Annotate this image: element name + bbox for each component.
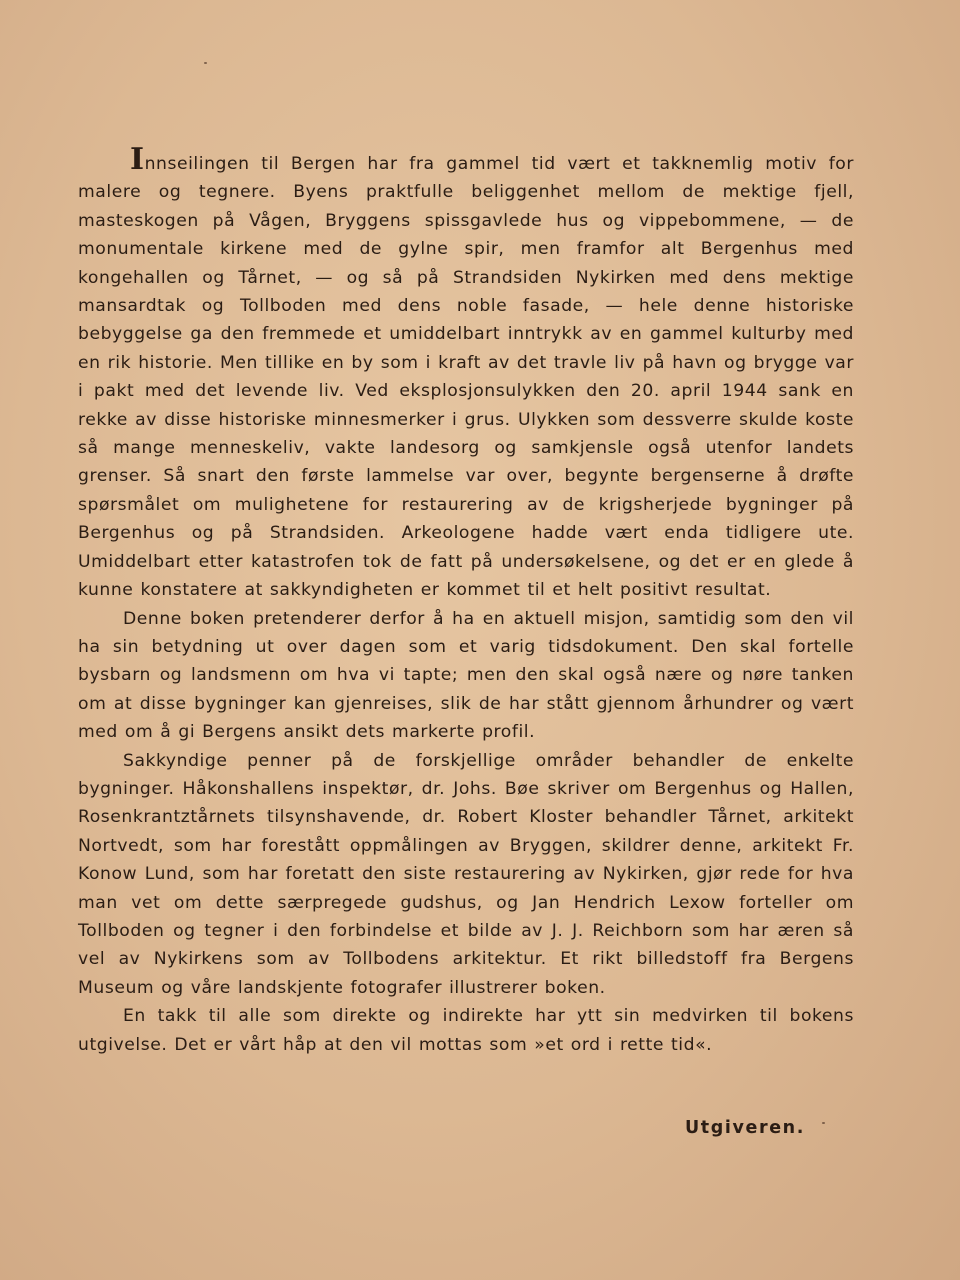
paragraph-3: Sakkyndige penner på de forskjellige områder behandler de enkelte bygninger. Håkonshallens inspektør, dr. Johs. Bøe skriver om Bergenhus og Hallen, Rosenkrantztårnets tilsynshavende, dr. Robert Kloster behandler Tårnet, arkitekt Nortvedt, som har forestått oppmålingen av Bryggen, skildrer denne, arkitekt Fr. Konow Lund, som har foretatt den siste restaurering av Nykirken, gjør rede for hva man vet om dette særpregede gudshus, og Jan Hendrich Lexow forteller om Tollboden og tegner i den forbindelse et bilde av J. J. Reichborn som har æren så vel av Nykirkens som av Tollbodens arkitektur. Et rikt billedstoff fra Bergens Museum og våre landskjente fotografer illustrerer boken. <box>78 750 854 998</box>
preface-text <box>78 142 854 1059</box>
paragraph-4: En takk til alle som direkte og indirekte har ytt sin medvirken til bokens utgivelse. Det er vårt håp at den vil mottas som »et ord i rette tid«. <box>78 1006 854 1055</box>
drop-cap: I <box>130 142 145 177</box>
paper-speck <box>204 62 207 64</box>
paragraph-1 <box>78 142 854 605</box>
signature: Utgiveren. <box>685 1118 805 1138</box>
paragraph-1-text: nnseilingen til Bergen har fra gammel tid vært et takknemlig motiv for malere og tegnere. Byens praktfulle beliggenhet mellom de mektige fjell, masteskogen på Vågen, Bryggens spissgavlede hus og vippebommene, — de monumentale kirkene med de gylne spir, men framfor alt Bergenhus med kongehallen og Tårnet, — og så på Strandsiden Nykirken med dens mektige mansardtak og Tollboden med dens noble fasade, — hele denne historiske bebyggelse ga den fremmede et umiddelbart inntrykk av en gammel kulturby med en rik historie. Men tillike en by som i kraft av det travle liv på havn og brygge var i pakt med det levende liv. Ved eksplosjonsulykken den 20. april 1944 sank en rekke av disse historiske minnesmerker i grus. Ulykken som dessverre skulde koste så mange menneskeliv, vakte landesorg og samkjensle også utenfor landets grenser. Så snart den første lammelse var over, begynte bergenserne å drøfte spørsmålet om mulighetene for restaurering av de krigsherjede bygninger på Bergenhus og på Strandsiden. Arkeologene hadde vært enda tidligere ute. Umiddelbart etter katastrofen tok de fatt på undersøkelsene, og det er en glede å kunne konstatere at sakkyndigheten er kommet til et helt positivt resultat. <box>78 154 854 601</box>
paragraph-2: Denne boken pretenderer derfor å ha en aktuell misjon, samtidig som den vil ha sin betydning ut over dagen som et varig tidsdokument. Den skal fortelle bysbarn og landsmenn om hva vi tapte; men den skal også nære og nøre tanken om at disse bygninger kan gjenreises, slik de har stått gjennom århundrer og vært med om å gi Bergens ansikt dets markerte profil. <box>78 608 854 743</box>
paper-speck <box>822 1122 825 1124</box>
